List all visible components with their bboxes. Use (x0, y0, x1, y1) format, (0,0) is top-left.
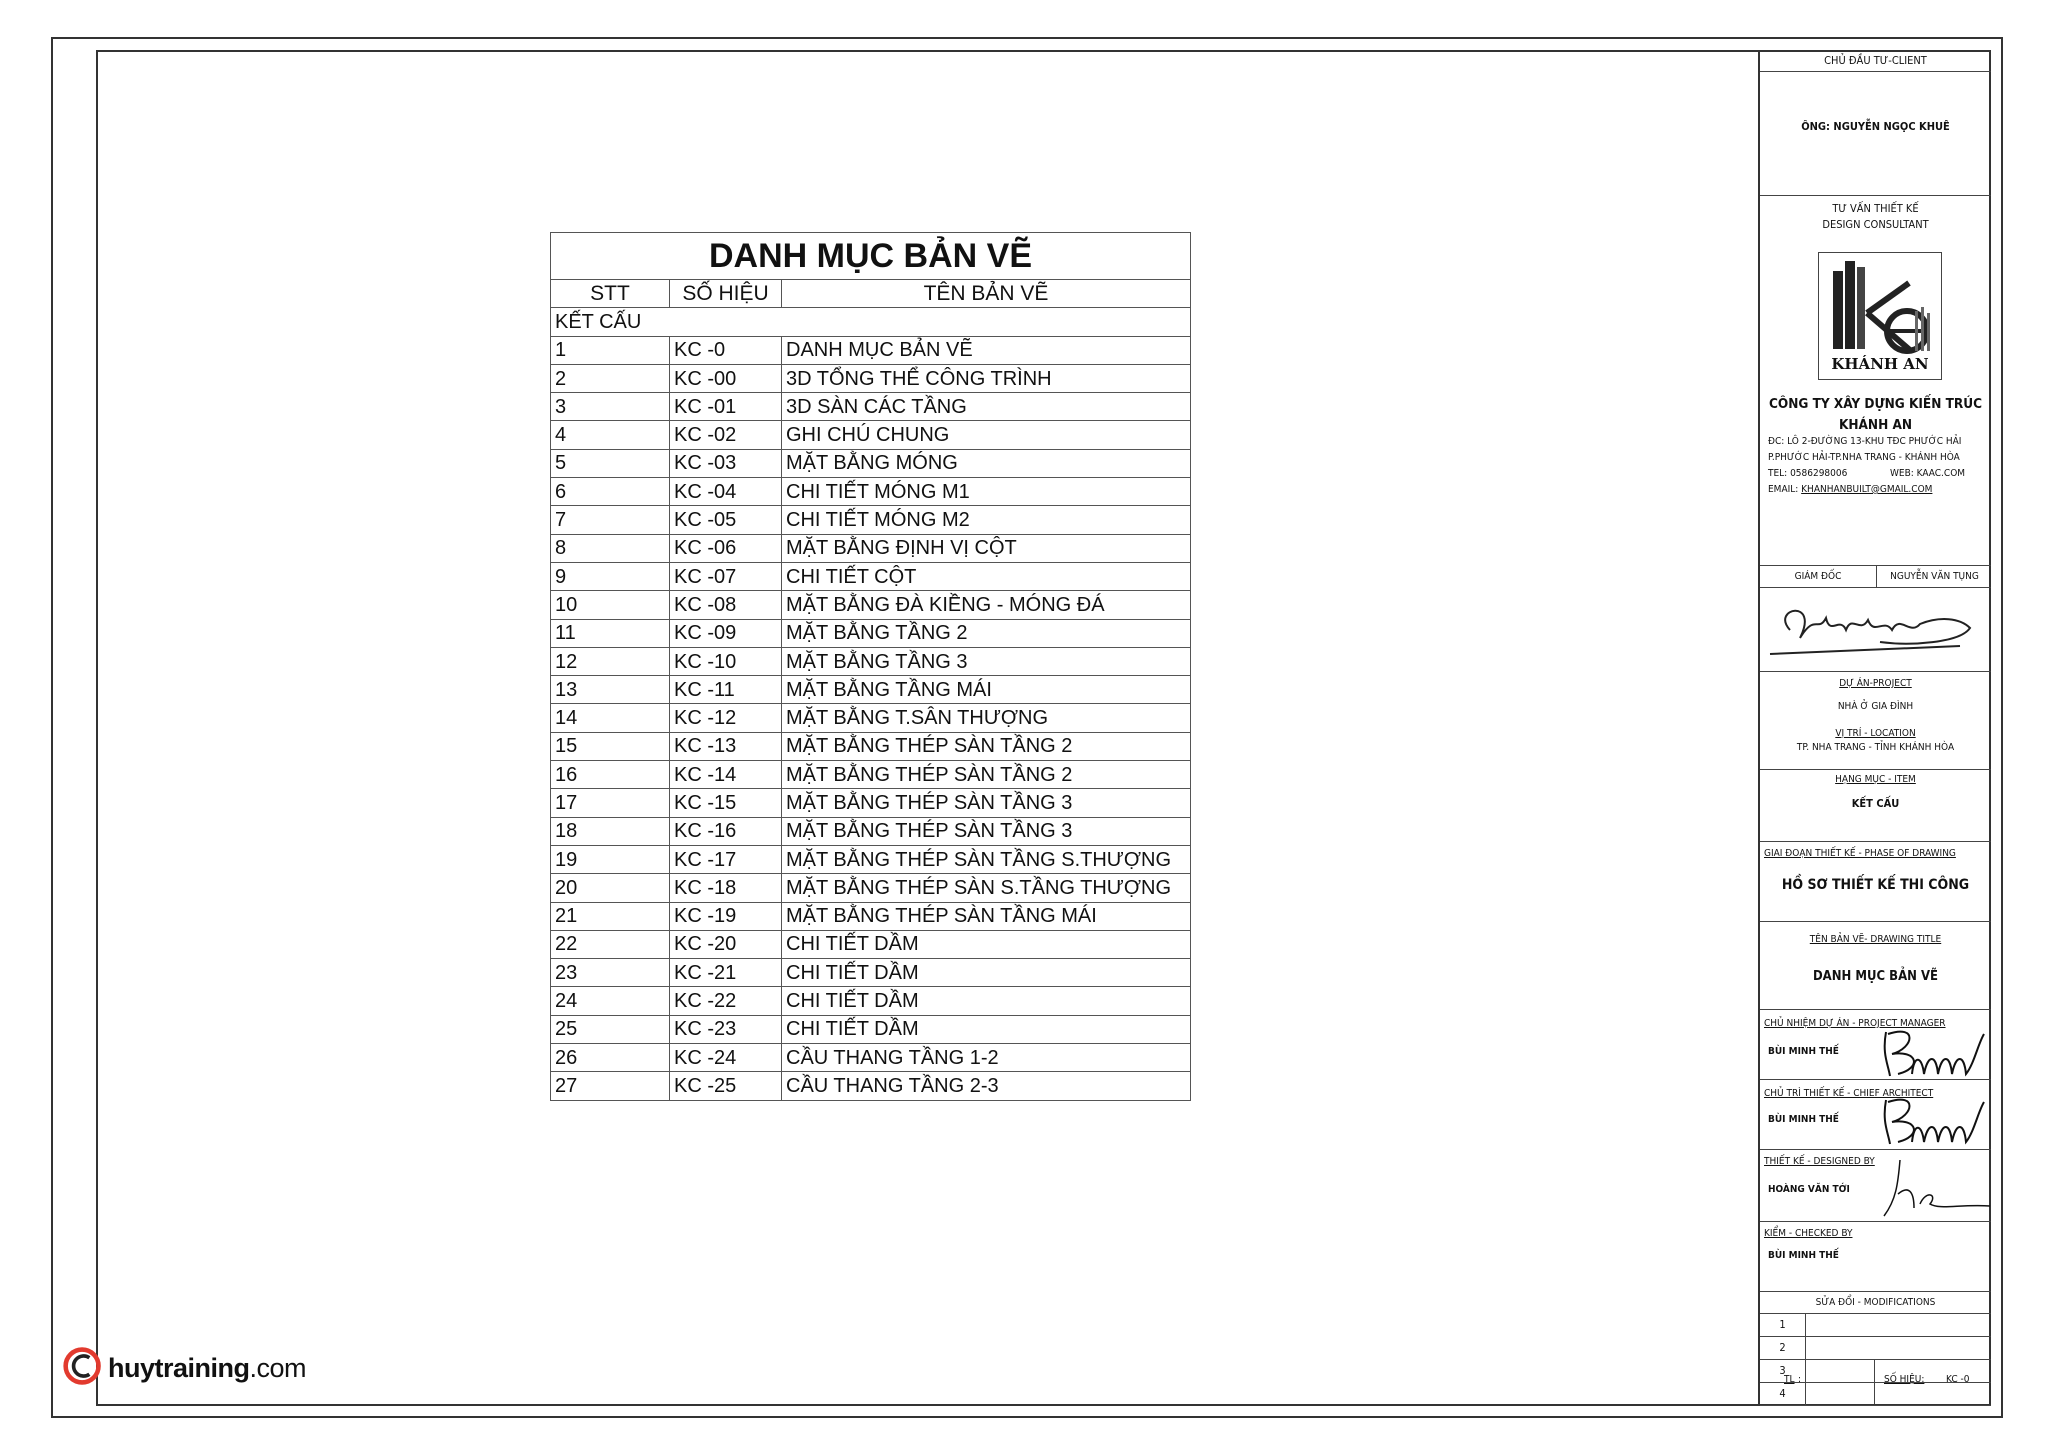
watermark-text[interactable] (108, 1353, 306, 1384)
drawing-list-title: DANH MỤC BẢN VẼ (551, 233, 1191, 280)
client-label: CHỦ ĐẦU TƯ-CLIENT (1824, 54, 1927, 67)
phase-label: GIAI ĐOẠN THIẾT KẾ - PHASE OF DRAWING (1764, 848, 1956, 859)
header-ten-ban-ve: TÊN BẢN VẼ (782, 280, 1191, 308)
row-title: MẶT BẰNG ĐÀ KIỀNG - MÓNG ĐÁ (782, 591, 1191, 619)
row-code: KC -22 (670, 987, 782, 1015)
row-code: KC -05 (670, 506, 782, 534)
row-code: KC -06 (670, 534, 782, 562)
row-title: MẶT BẰNG TẦNG 3 (782, 647, 1191, 675)
header-stt: STT (551, 280, 670, 308)
designer-signature-icon (1880, 1154, 1992, 1220)
drawing-row (551, 1072, 1191, 1100)
row-code: KC -10 (670, 647, 782, 675)
company-logo (1818, 252, 1942, 380)
title-block (1758, 50, 1991, 1406)
row-title: CHI TIẾT DẦM (782, 930, 1191, 958)
row-stt: 15 (551, 732, 670, 760)
row-stt: 10 (551, 591, 670, 619)
row-title: CẦU THANG TẦNG 2-3 (782, 1072, 1191, 1100)
company-address2: P.PHƯỚC HẢI-TP.NHA TRANG - KHÁNH HÒA (1768, 452, 1960, 463)
watermark-domain: .com (249, 1353, 307, 1383)
row-title: MẶT BẰNG T.SÂN THƯỢNG (782, 704, 1191, 732)
row-code: KC -18 (670, 874, 782, 902)
drawing-row (551, 817, 1191, 845)
row-code: KC -20 (670, 930, 782, 958)
row-stt: 18 (551, 817, 670, 845)
client-name: ÔNG: NGUYỄN NGỌC KHUÊ (1801, 120, 1950, 133)
project-name: NHÀ Ở GIA ĐÌNH (1837, 701, 1914, 712)
row-title: MẶT BẰNG MÓNG (782, 449, 1191, 477)
drawing-row (551, 704, 1191, 732)
project-box (1760, 672, 1991, 770)
drawing-row (551, 591, 1191, 619)
row-title: MẶT BẰNG THÉP SÀN TẦNG 2 (782, 761, 1191, 789)
row-code: KC -11 (670, 676, 782, 704)
director-signature-icon (1760, 588, 1991, 672)
drawing-row (551, 902, 1191, 930)
section-label: KẾT CẤU (551, 308, 1191, 336)
row-title: MẶT BẰNG THÉP SÀN TẦNG 3 (782, 789, 1191, 817)
row-title: MẶT BẰNG TẦNG MÁI (782, 676, 1191, 704)
row-stt: 6 (551, 478, 670, 506)
consultant-box (1760, 196, 1991, 566)
row-stt: 22 (551, 930, 670, 958)
item-value: KẾT CẤU (1851, 797, 1900, 810)
pm-name: BÙI MINH THẾ (1768, 1046, 1839, 1057)
item-box (1760, 770, 1991, 842)
row-code: KC -01 (670, 393, 782, 421)
row-title: CHI TIẾT MÓNG M2 (782, 506, 1191, 534)
modification-number: 1 (1760, 1314, 1806, 1336)
row-stt: 27 (551, 1072, 670, 1100)
row-code: KC -23 (670, 1015, 782, 1043)
designer-label: THIẾT KẾ - DESIGNED BY (1764, 1156, 1875, 1167)
row-title: MẶT BẰNG ĐỊNH VỊ CỘT (782, 534, 1191, 562)
row-stt: 14 (551, 704, 670, 732)
row-stt: 8 (551, 534, 670, 562)
row-stt: 11 (551, 619, 670, 647)
client-label-box (1760, 50, 1991, 72)
modification-row (1760, 1314, 1991, 1337)
row-stt: 26 (551, 1044, 670, 1072)
drawing-row (551, 647, 1191, 675)
drawing-row (551, 732, 1191, 760)
drawing-row (551, 1015, 1191, 1043)
row-title: MẶT BẰNG THÉP SÀN S.TẦNG THƯỢNG (782, 874, 1191, 902)
logo-text: KHÁNH AN (1831, 355, 1929, 373)
row-title: GHI CHÚ CHUNG (782, 421, 1191, 449)
header-so-hieu: SỐ HIỆU (670, 280, 782, 308)
row-stt: 4 (551, 421, 670, 449)
director-label: GIÁM ĐỐC (1760, 566, 1877, 588)
row-title: CHI TIẾT MÓNG M1 (782, 478, 1191, 506)
row-title: MẶT BẰNG THÉP SÀN TẦNG 3 (782, 817, 1191, 845)
project-label: DỰ ÁN-PROJECT (1839, 678, 1912, 689)
row-title: CHI TIẾT CỘT (782, 562, 1191, 590)
checker-label: KIỂM - CHECKED BY (1764, 1228, 1853, 1239)
row-stt: 19 (551, 845, 670, 873)
modification-number: 4 (1760, 1383, 1806, 1405)
row-code: KC -02 (670, 421, 782, 449)
row-stt: 20 (551, 874, 670, 902)
drawing-row (551, 1044, 1191, 1072)
row-title: CẦU THANG TẦNG 1-2 (782, 1044, 1191, 1072)
row-code: KC -09 (670, 619, 782, 647)
row-title: 3D TỔNG THỂ CÔNG TRÌNH (782, 364, 1191, 392)
company-email (1768, 484, 1932, 495)
email-label: EMAIL: (1768, 484, 1799, 495)
row-title: CHI TIẾT DẦM (782, 1015, 1191, 1043)
drawing-row (551, 987, 1191, 1015)
company-line2: KHÁNH AN (1838, 417, 1913, 433)
drawing-title-box (1760, 922, 1991, 1010)
row-title: DANH MỤC BẢN VẼ (782, 336, 1191, 364)
row-code: KC -16 (670, 817, 782, 845)
row-code: KC -08 (670, 591, 782, 619)
row-stt: 12 (551, 647, 670, 675)
row-code: KC -0 (670, 336, 782, 364)
client-name-box (1760, 72, 1991, 196)
company-tel: TEL: 0586298006 (1768, 468, 1848, 479)
drawing-row (551, 959, 1191, 987)
row-stt: 21 (551, 902, 670, 930)
row-code: KC -21 (670, 959, 782, 987)
drawing-row (551, 478, 1191, 506)
row-stt: 17 (551, 789, 670, 817)
row-stt: 7 (551, 506, 670, 534)
modifications-header (1760, 1292, 1991, 1314)
company-line1: CÔNG TY XÂY DỰNG KIẾN TRÚC (1768, 396, 1982, 412)
location-label: VỊ TRÍ - LOCATION (1835, 728, 1916, 739)
drawing-row (551, 676, 1191, 704)
drawing-row (551, 845, 1191, 873)
row-title: MẶT BẰNG TẦNG 2 (782, 619, 1191, 647)
row-title: MẶT BẰNG THÉP SÀN TẦNG 2 (782, 732, 1191, 760)
modification-number: 3 (1760, 1360, 1806, 1382)
chief-label: CHỦ TRÌ THIẾT KẾ - CHIEF ARCHITECT (1764, 1088, 1934, 1099)
row-code: KC -25 (670, 1072, 782, 1100)
drawing-row (551, 789, 1191, 817)
row-stt: 9 (551, 562, 670, 590)
row-code: KC -14 (670, 761, 782, 789)
row-stt: 1 (551, 336, 670, 364)
scale-label: TL (1784, 1374, 1795, 1385)
row-code: KC -12 (670, 704, 782, 732)
item-label: HẠNG MỤC - ITEM (1835, 774, 1916, 785)
row-title: 3D SÀN CÁC TẦNG (782, 393, 1191, 421)
chief-name: BÙI MINH THẾ (1768, 1114, 1839, 1125)
row-stt: 23 (551, 959, 670, 987)
drawing-row (551, 364, 1191, 392)
sheet-footer: TL : SỐ HIỆU: KC -0 (1760, 1360, 1991, 1404)
consultant-label-en: DESIGN CONSULTANT (1822, 218, 1929, 231)
designer-name: HOÀNG VĂN TỚI (1768, 1184, 1850, 1195)
row-code: KC -03 (670, 449, 782, 477)
watermark-brand: huytraining (108, 1353, 250, 1383)
drawing-row (551, 506, 1191, 534)
designer-box (1760, 1150, 1991, 1222)
company-web: WEB: KAAC.COM (1890, 468, 1966, 479)
row-code: KC -00 (670, 364, 782, 392)
director-row (1760, 566, 1991, 588)
row-code: KC -15 (670, 789, 782, 817)
drawing-row (551, 393, 1191, 421)
row-title: CHI TIẾT DẦM (782, 987, 1191, 1015)
drawing-row (551, 874, 1191, 902)
drawing-row (551, 421, 1191, 449)
row-stt: 25 (551, 1015, 670, 1043)
row-title: CHI TIẾT DẦM (782, 959, 1191, 987)
checker-box (1760, 1222, 1991, 1292)
mod-label: SỬA ĐỔI - MODIFICATIONS (1815, 1297, 1936, 1308)
row-stt: 2 (551, 364, 670, 392)
drawing-row (551, 761, 1191, 789)
row-stt: 24 (551, 987, 670, 1015)
drawing-title-value: DANH MỤC BẢN VẼ (1812, 969, 1939, 984)
checker-name: BÙI MINH THẾ (1768, 1250, 1839, 1261)
row-code: KC -17 (670, 845, 782, 873)
consultant-label-vi: TƯ VẤN THIẾT KẾ (1832, 202, 1919, 215)
email-link[interactable]: KHANHANBUILT@GMAIL.COM (1801, 484, 1933, 495)
phase-value: HỒ SƠ THIẾT KẾ THI CÔNG (1781, 877, 1970, 893)
huytraining-logo-icon (60, 1345, 106, 1387)
row-stt: 5 (551, 449, 670, 477)
drawing-row (551, 449, 1191, 477)
project-manager-box (1760, 1010, 1991, 1080)
company-address1: ĐC: LÔ 2-ĐƯỜNG 13-KHU TĐC PHƯỚC HẢI (1768, 436, 1962, 447)
row-code: KC -19 (670, 902, 782, 930)
row-code: KC -24 (670, 1044, 782, 1072)
row-stt: 16 (551, 761, 670, 789)
pm-label: CHỦ NHIỆM DỰ ÁN - PROJECT MANAGER (1764, 1018, 1946, 1029)
drawing-title-label: TÊN BẢN VẼ- DRAWING TITLE (1809, 934, 1942, 945)
location-value: TP. NHA TRANG - TỈNH KHÁNH HÒA (1796, 742, 1955, 753)
row-stt: 3 (551, 393, 670, 421)
pm-signature-icon (1878, 1024, 1988, 1080)
drawing-row (551, 534, 1191, 562)
chief-signature-icon (1878, 1092, 1988, 1148)
row-code: KC -07 (670, 562, 782, 590)
phase-box (1760, 842, 1991, 922)
drawing-list-table (550, 232, 1191, 1101)
row-stt: 13 (551, 676, 670, 704)
modification-number: 2 (1760, 1337, 1806, 1359)
row-code: KC -04 (670, 478, 782, 506)
row-title: MẶT BẰNG THÉP SÀN TẦNG S.THƯỢNG (782, 845, 1191, 873)
drawing-row (551, 336, 1191, 364)
sheet-number: KC -0 (1946, 1374, 1970, 1385)
row-title: MẶT BẰNG THÉP SÀN TẦNG MÁI (782, 902, 1191, 930)
drawing-row (551, 930, 1191, 958)
director-signature-box (1760, 588, 1991, 672)
drawing-row (551, 562, 1191, 590)
row-code: KC -13 (670, 732, 782, 760)
chief-architect-box (1760, 1080, 1991, 1150)
modification-row (1760, 1337, 1991, 1360)
sheet-label: SỐ HIỆU: (1884, 1374, 1925, 1385)
drawing-row (551, 619, 1191, 647)
director-name: NGUYỄN VĂN TỤNG (1890, 571, 1979, 582)
